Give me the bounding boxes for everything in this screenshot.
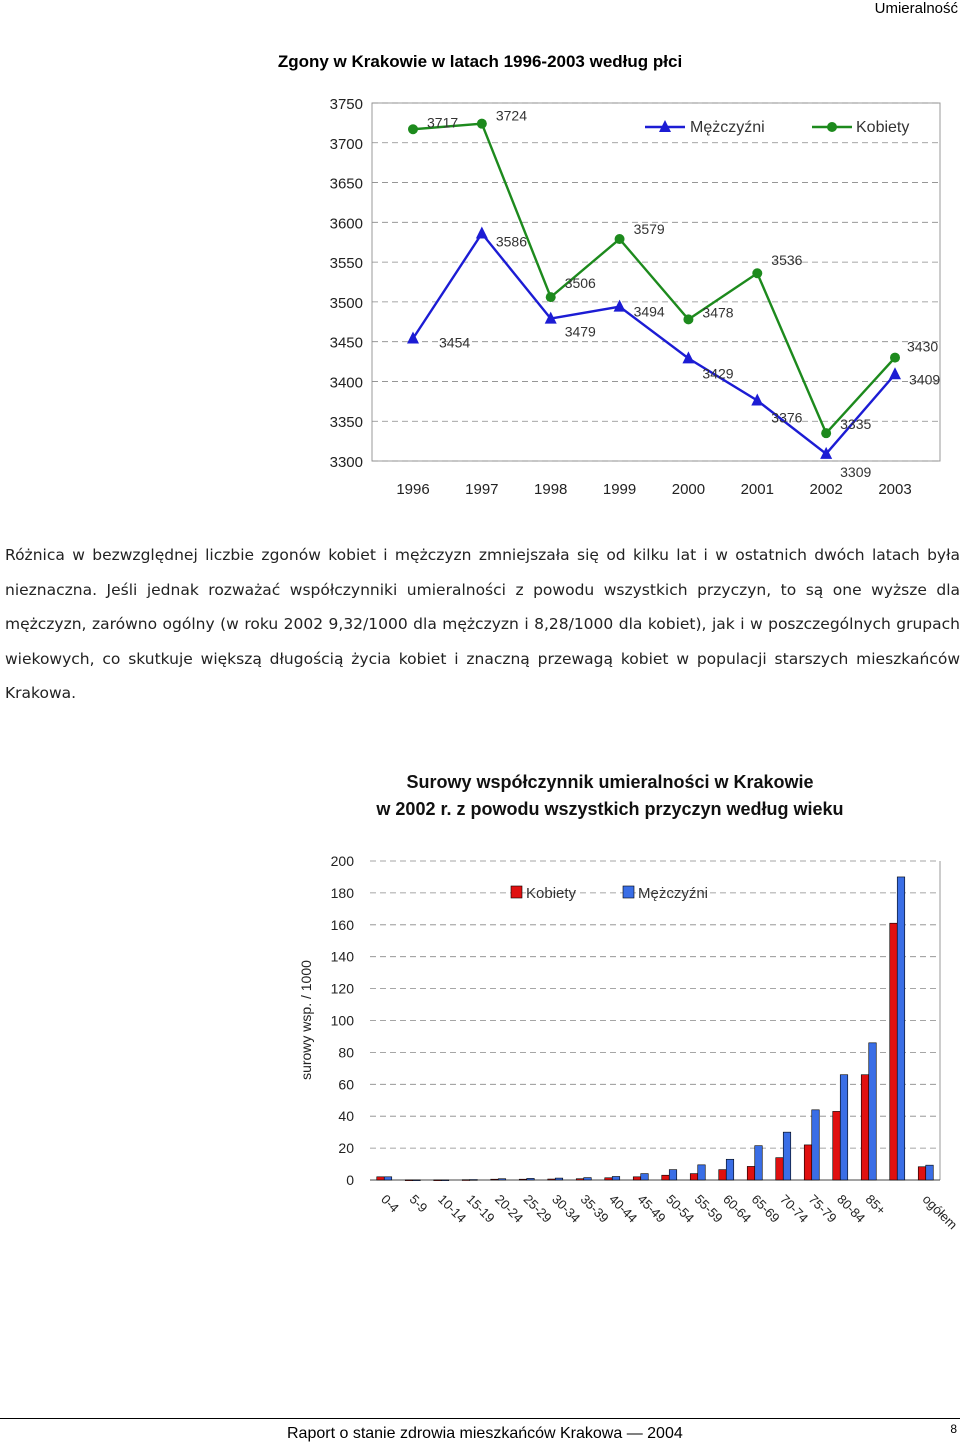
footer-text: Raport o stanie zdrowia mieszkańców Krakowa — 2004 [287, 1425, 683, 1442]
chart2-x-tick-label: 85+ [862, 1191, 889, 1218]
chart2-bar-men [527, 1178, 535, 1180]
chart2-bar-men [726, 1159, 734, 1180]
chart2-bar-women [519, 1179, 527, 1180]
chart1-y-tick-label: 3550 [329, 255, 363, 273]
chart2-bar-women [719, 1170, 727, 1180]
chart2-x-tick-label: 45-49 [634, 1191, 669, 1226]
chart2-y-tick-label: 140 [330, 948, 354, 965]
chart1-y-tick-label: 3500 [329, 294, 363, 312]
chart2-x-ticks [378, 1192, 960, 1233]
chart2-bar-women [548, 1179, 556, 1180]
chart2-bar-women [405, 1180, 413, 1181]
chart1-title-text: Zgony w Krakowie w latach 1996-2003 według płci [277, 52, 683, 71]
chart2-bar-women [576, 1179, 584, 1180]
chart2-y-ticks [331, 853, 355, 1188]
chart2-bar-women [861, 1075, 869, 1180]
chart1-y-tick-label: 3650 [329, 175, 363, 193]
chart2-bar-men [897, 877, 905, 1180]
chart2-x-tick-label: 35-39 [577, 1191, 612, 1226]
page-number: 8 [950, 1422, 957, 1436]
chart1-y-tick-label: 3400 [329, 374, 363, 392]
chart2-x-tick-label: ogółem [919, 1191, 960, 1233]
chart2-bar-men [812, 1110, 820, 1180]
chart2-y-tick-label: 40 [338, 1108, 354, 1125]
chart2-bar-men [641, 1174, 649, 1180]
chart2-bar-women [890, 923, 898, 1180]
legend-men-label: Mężczyźni [690, 119, 765, 136]
chart2-bar-women [833, 1111, 841, 1180]
chart1-data-label: 3454 [439, 334, 471, 351]
chart1-data-label: 3409 [909, 371, 941, 388]
chart2-title-line1: Surowy współczynnik umieralności w Krakowie [406, 772, 814, 792]
chart1-x-tick-label: 1998 [534, 481, 568, 498]
chart2-bar-women [690, 1174, 698, 1180]
chart2-x-tick-label: 30-34 [549, 1191, 584, 1226]
chart2-x-tick-label: 40-44 [606, 1191, 641, 1226]
chart1-data-label: 3506 [564, 275, 596, 292]
chart1-y-tick-label: 3600 [329, 215, 363, 233]
chart2-bar-men [470, 1180, 478, 1181]
chart2-x-tick-label: 80-84 [834, 1191, 869, 1226]
chart2-bar-men [413, 1180, 421, 1181]
chart2-y-tick-label: 180 [330, 884, 354, 901]
chart2-bar-women [633, 1177, 641, 1180]
chart2-x-tick-label: 0-4 [378, 1191, 403, 1216]
chart1-x-tick-label: 1996 [396, 481, 430, 498]
chart2-x-tick-label: 15-19 [463, 1191, 498, 1226]
chart2-title-line2: w 2002 r. z powodu wszystkich przyczyn według wieku [376, 799, 844, 819]
chart1-x-tick-label: 2002 [809, 481, 843, 498]
chart1-y-tick-label: 3350 [329, 414, 363, 432]
chart2-bar-women [776, 1158, 784, 1180]
chart2-bar-women [918, 1167, 926, 1180]
chart2-bar-women [662, 1175, 670, 1180]
chart2-bars [377, 877, 934, 1181]
chart1-data-label: 3579 [633, 221, 665, 238]
chart2-y-tick-label: 200 [330, 853, 354, 869]
chart1-data-label: 3478 [702, 304, 734, 321]
chart2-y-tick-label: 80 [338, 1044, 354, 1061]
chart2-legend [511, 885, 708, 902]
chart1-data-label: 3724 [495, 107, 528, 124]
chart1-data-label: 3309 [840, 463, 872, 480]
chart2-bar-women [462, 1180, 470, 1181]
chart1-data-label: 3430 [907, 338, 939, 355]
body-paragraph: Różnica w bezwzględnej liczbie zgonów kobiet i mężczyzn zmniejszała się od kilku lat i w ostatnich dwóch latach była nieznaczna. Jeśli jednak rozważać współczynniki umieralności z powodu wszystkich przyczyn, to są one wyższe dla mężczyzn, zarówno ogólny (w roku 2002 9,32/1000 dla mężczyzn i 8,28/1000 dla kobiet), jak i w poszczególnych grupach wiekowych, co skutkuje większą długością życia kobiet i znaczną przewagą kobiet w populacji starszych mieszkańców Krakowa. [5, 546, 960, 702]
chart2-bar-men [926, 1165, 934, 1180]
chart1-data-label: 3536 [771, 252, 803, 269]
chart2-y-tick-label: 0 [346, 1172, 354, 1188]
section-header: Umieralność [874, 0, 958, 17]
chart2-bar-women [434, 1180, 442, 1181]
chart1-y-tick-label: 3300 [329, 454, 363, 471]
chart1-y-tick-label: 3700 [329, 135, 363, 153]
chart2-bar-men [441, 1180, 449, 1181]
chart2-bar-men [755, 1146, 763, 1180]
chart2-bar-men [584, 1178, 592, 1180]
chart2-bar-men [698, 1165, 706, 1180]
chart2-y-axis-label: surowy wsp. / 1000 [298, 960, 314, 1080]
chart2-bar-women [377, 1177, 385, 1180]
chart2-bar-women [747, 1166, 755, 1180]
chart1-x-tick-label: 1997 [465, 481, 499, 498]
chart2-bar-women [491, 1179, 499, 1180]
chart2-x-tick-label: 5-9 [406, 1191, 431, 1216]
chart2-x-tick-label: 75-79 [805, 1191, 840, 1226]
chart1-data-label: 3335 [840, 416, 872, 433]
chart1-data-label: 3429 [702, 365, 734, 382]
chart2-y-tick-label: 20 [338, 1140, 354, 1157]
chart1-data-label: 3717 [427, 114, 459, 131]
chart2-bar-men [669, 1170, 677, 1180]
chart2-bar-men [555, 1178, 563, 1180]
chart1-x-tick-label: 2001 [740, 481, 774, 498]
footer-rule [0, 1418, 960, 1419]
chart1-data-label: 3376 [771, 409, 803, 426]
legend-men-label: Mężczyźni [638, 885, 709, 902]
chart1-x-tick-label: 2003 [878, 481, 912, 498]
chart2-y-tick-label: 160 [330, 916, 354, 933]
chart2-y-tick-label: 120 [330, 980, 354, 997]
chart2-bar-women [804, 1145, 812, 1180]
chart1-x-tick-label: 1999 [602, 481, 637, 498]
legend-men-swatch [623, 886, 634, 898]
chart2-x-tick-label: 25-29 [520, 1191, 555, 1226]
chart1-y-tick-label: 3450 [329, 334, 363, 352]
chart2-bar-men [869, 1043, 877, 1180]
chart2-x-tick-label: 20-24 [492, 1191, 527, 1226]
chart2-gridlines [370, 861, 940, 1180]
legend-women-label: Kobiety [526, 885, 577, 902]
chart1-x-tick-label: 2000 [671, 481, 706, 498]
chart2-x-tick-label: 50-54 [663, 1191, 698, 1226]
chart2-bar-men [840, 1075, 848, 1180]
chart1-data-label: 3479 [564, 323, 596, 340]
chart2-bar-men [498, 1179, 506, 1180]
chart2-bar-men [612, 1176, 620, 1180]
chart1-y-tick-label: 3750 [329, 96, 363, 113]
chart2-x-tick-label: 55-59 [691, 1191, 726, 1226]
legend-women-label: Kobiety [856, 119, 910, 136]
chart2-y-tick-label: 60 [338, 1076, 354, 1093]
chart2-bar-women [605, 1178, 613, 1180]
legend-women-swatch [511, 886, 522, 898]
chart1-data-label: 3586 [495, 233, 528, 250]
chart2-bar-men [783, 1132, 791, 1180]
chart2-bar-men [384, 1177, 392, 1180]
chart2-x-tick-label: 65-69 [748, 1191, 783, 1226]
chart2-x-tick-label: 60-64 [720, 1191, 755, 1226]
chart1-data-label: 3494 [633, 303, 665, 320]
chart2-x-tick-label: 10-14 [435, 1191, 470, 1226]
chart2-y-tick-label: 100 [330, 1012, 354, 1029]
chart2-x-tick-label: 70-74 [777, 1191, 812, 1226]
